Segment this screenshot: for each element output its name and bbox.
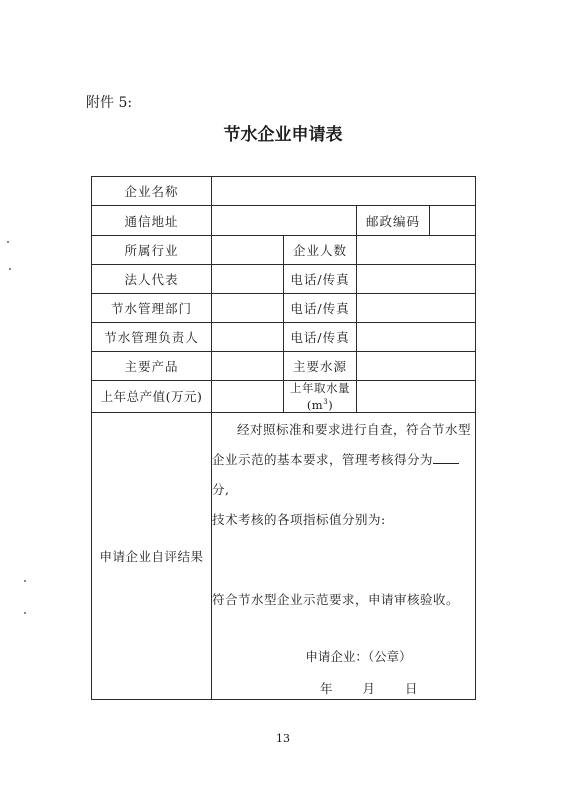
phone-fax-field[interactable] — [357, 294, 476, 323]
last-year-water-unit — [284, 395, 356, 412]
table-row — [92, 381, 476, 413]
self-eval-para-1: 经对照标准和要求进行自查，符合节水型 — [237, 421, 472, 437]
employees-label: 企业人数 — [284, 236, 357, 265]
month-label: 月 — [362, 680, 376, 696]
indicator-values-space[interactable] — [212, 535, 475, 585]
phone-fax-field[interactable] — [357, 265, 476, 294]
last-year-water-label — [284, 381, 357, 413]
attachment-label: 附件 5: — [86, 95, 133, 111]
company-name-field[interactable] — [212, 177, 476, 206]
scan-mark — [7, 241, 9, 243]
company-name-label: 企业名称 — [92, 177, 212, 206]
self-eval-para-2-text: 企业示范的基本要求，管理考核得分为 — [212, 451, 434, 467]
main-products-label: 主要产品 — [92, 352, 212, 381]
scan-mark — [9, 268, 11, 270]
table-row — [92, 206, 476, 236]
phone-fax-field[interactable] — [357, 323, 476, 352]
table-row — [92, 412, 476, 699]
self-eval-conclusion: 符合节水型企业示范要求，申请审核验收。 — [212, 591, 460, 607]
unit-open: (m — [306, 397, 324, 412]
self-eval-para-2 — [212, 445, 475, 505]
table-row — [92, 177, 476, 206]
last-year-water-field[interactable] — [357, 381, 476, 413]
industry-label: 所属行业 — [92, 236, 212, 265]
table-row — [92, 265, 476, 294]
unit-superscript: 3 — [323, 398, 329, 406]
water-dept-field[interactable] — [212, 294, 284, 323]
page-number: 13 — [276, 732, 290, 745]
water-dept-label: 节水管理部门 — [92, 294, 212, 323]
unit-close: ) — [328, 397, 334, 412]
last-year-output-field[interactable] — [212, 381, 284, 413]
table-row — [92, 323, 476, 352]
self-eval-content[interactable] — [212, 412, 476, 699]
legal-rep-label: 法人代表 — [92, 265, 212, 294]
address-field[interactable] — [212, 206, 357, 236]
phone-fax-label: 电话/传真 — [284, 294, 357, 323]
score-blank[interactable] — [433, 449, 459, 464]
self-eval-para-3: 技术考核的各项指标值分别为: — [212, 511, 386, 527]
date-line — [212, 679, 475, 699]
main-products-field[interactable] — [212, 352, 284, 381]
table-row — [92, 352, 476, 381]
legal-rep-field[interactable] — [212, 265, 284, 294]
table-row — [92, 236, 476, 265]
employees-field[interactable] — [357, 236, 476, 265]
phone-fax-label: 电话/传真 — [284, 323, 357, 352]
address-label: 通信地址 — [92, 206, 212, 236]
postal-code-field[interactable] — [430, 206, 475, 235]
self-eval-para-2-end: 分, — [212, 481, 230, 497]
main-water-source-label: 主要水源 — [284, 352, 357, 381]
industry-field[interactable] — [212, 236, 284, 265]
application-form-table — [91, 176, 476, 700]
scan-mark — [24, 580, 26, 582]
phone-fax-label: 电话/传真 — [284, 265, 357, 294]
self-eval-label: 申请企业自评结果 — [92, 412, 212, 699]
last-year-output-label: 上年总产值(万元) — [92, 381, 212, 413]
year-label: 年 — [320, 680, 333, 696]
scan-mark — [24, 612, 26, 614]
day-label: 日 — [405, 680, 418, 696]
form-title: 节水企业申请表 — [223, 125, 343, 145]
postal-code-label: 邮政编码 — [357, 206, 430, 235]
water-manager-label: 节水管理负责人 — [92, 323, 212, 352]
table-row — [92, 294, 476, 323]
applicant-seal-line: 申请企业：（公章） — [305, 648, 412, 664]
main-water-source-field[interactable] — [357, 352, 476, 381]
water-manager-field[interactable] — [212, 323, 284, 352]
last-year-water-text: 上年取水量 — [290, 381, 350, 395]
